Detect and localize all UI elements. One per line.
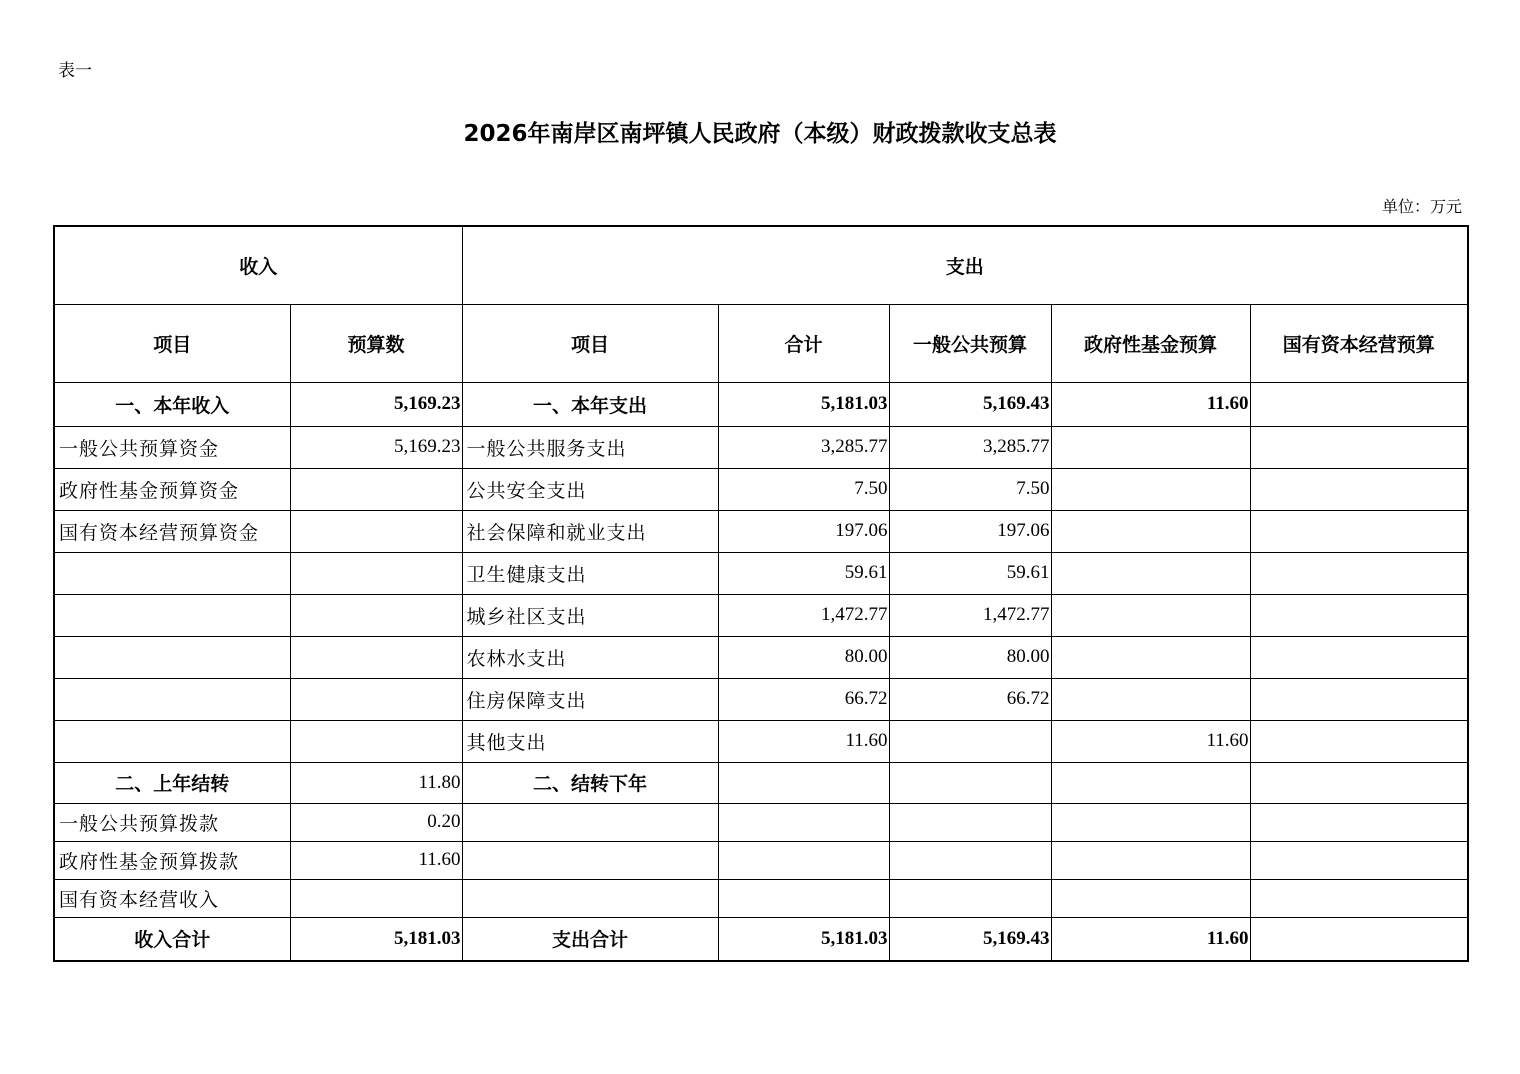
current-income-value: 5,169.23	[290, 382, 462, 426]
expense-general: 59.61	[889, 552, 1051, 594]
empty-cell	[718, 803, 889, 841]
unit-label: 单位：万元	[1381, 197, 1462, 216]
expense-fund-total: 11.60	[1051, 917, 1250, 961]
expense-general: 66.72	[889, 678, 1051, 720]
expense-general: 1,472.77	[889, 594, 1051, 636]
column-header-row	[54, 304, 1468, 382]
expense-item: 公共安全支出	[462, 468, 718, 510]
table-row	[54, 803, 1468, 841]
income-total-label: 收入合计	[54, 917, 290, 961]
totals-row	[54, 917, 1468, 961]
income-value	[290, 594, 462, 636]
table-row	[54, 720, 1468, 762]
empty-cell	[1051, 879, 1250, 917]
table-row	[54, 552, 1468, 594]
table-row	[54, 678, 1468, 720]
expense-state	[1250, 678, 1468, 720]
expense-general-total: 5,169.43	[889, 917, 1051, 961]
expense-state	[1250, 510, 1468, 552]
expense-fund	[1051, 426, 1250, 468]
expense-total: 7.50	[718, 468, 889, 510]
expense-state	[1250, 720, 1468, 762]
income-item	[54, 678, 290, 720]
income-item: 国有资本经营预算资金	[54, 510, 290, 552]
expense-state	[1250, 636, 1468, 678]
col-income-item: 项目	[54, 304, 290, 382]
expense-item: 社会保障和就业支出	[462, 510, 718, 552]
table-row	[54, 879, 1468, 917]
income-item	[54, 720, 290, 762]
table-row	[54, 841, 1468, 879]
empty-cell	[462, 879, 718, 917]
income-item	[54, 552, 290, 594]
col-expense-item: 项目	[462, 304, 718, 382]
expense-total: 66.72	[718, 678, 889, 720]
income-value	[290, 468, 462, 510]
col-general-budget: 一般公共预算	[889, 304, 1051, 382]
expense-total: 11.60	[718, 720, 889, 762]
current-year-row	[54, 382, 1468, 426]
table-number-note: 表一	[58, 61, 92, 81]
current-expense-label: 一、本年支出	[462, 382, 718, 426]
table-row	[54, 636, 1468, 678]
empty-cell	[889, 803, 1051, 841]
expense-fund	[1051, 678, 1250, 720]
table-row	[54, 510, 1468, 552]
empty-cell	[889, 841, 1051, 879]
expense-fund	[1051, 594, 1250, 636]
expense-total: 197.06	[718, 510, 889, 552]
expense-state-total	[1250, 917, 1468, 961]
expense-general: 197.06	[889, 510, 1051, 552]
expense-total: 1,472.77	[718, 594, 889, 636]
carry-income-value: 11.60	[290, 841, 462, 879]
expense-item: 卫生健康支出	[462, 552, 718, 594]
income-value	[290, 678, 462, 720]
empty-cell	[1051, 762, 1250, 803]
budget-summary-table	[53, 225, 1469, 962]
expense-item: 住房保障支出	[462, 678, 718, 720]
expense-item: 城乡社区支出	[462, 594, 718, 636]
empty-cell	[1051, 841, 1250, 879]
col-state-capital-budget: 国有资本经营预算	[1250, 304, 1468, 382]
income-item	[54, 636, 290, 678]
expense-fund	[1051, 552, 1250, 594]
carry-over-row	[54, 762, 1468, 803]
table-row	[54, 594, 1468, 636]
table-row	[54, 426, 1468, 468]
income-value: 5,169.23	[290, 426, 462, 468]
expense-fund: 11.60	[1051, 720, 1250, 762]
carry-income-item: 政府性基金预算拨款	[54, 841, 290, 879]
expense-state	[1250, 468, 1468, 510]
expense-state	[1250, 426, 1468, 468]
expense-total-label: 支出合计	[462, 917, 718, 961]
empty-cell	[1250, 841, 1468, 879]
empty-cell	[889, 762, 1051, 803]
income-value	[290, 720, 462, 762]
carry-income-value: 11.80	[290, 762, 462, 803]
carry-income-label: 二、上年结转	[54, 762, 290, 803]
empty-cell	[718, 841, 889, 879]
col-income-budget: 预算数	[290, 304, 462, 382]
empty-cell	[718, 879, 889, 917]
expense-total: 3,285.77	[718, 426, 889, 468]
income-item: 一般公共预算资金	[54, 426, 290, 468]
expense-general: 80.00	[889, 636, 1051, 678]
income-item: 政府性基金预算资金	[54, 468, 290, 510]
expense-state	[1250, 594, 1468, 636]
expense-general: 7.50	[889, 468, 1051, 510]
empty-cell	[718, 762, 889, 803]
header-group-row	[54, 226, 1468, 304]
income-value	[290, 510, 462, 552]
expense-item: 农林水支出	[462, 636, 718, 678]
expense-grand-total: 5,181.03	[718, 917, 889, 961]
col-fund-budget: 政府性基金预算	[1051, 304, 1250, 382]
carry-income-item: 国有资本经营收入	[54, 879, 290, 917]
expense-total: 80.00	[718, 636, 889, 678]
expense-total: 59.61	[718, 552, 889, 594]
expense-general: 3,285.77	[889, 426, 1051, 468]
empty-cell	[1250, 879, 1468, 917]
income-item	[54, 594, 290, 636]
current-expense-total: 5,181.03	[718, 382, 889, 426]
income-header: 收入	[54, 226, 462, 304]
expense-item: 其他支出	[462, 720, 718, 762]
expense-item: 一般公共服务支出	[462, 426, 718, 468]
current-expense-fund: 11.60	[1051, 382, 1250, 426]
income-value	[290, 636, 462, 678]
income-total-value: 5,181.03	[290, 917, 462, 961]
current-income-label: 一、本年收入	[54, 382, 290, 426]
col-total: 合计	[718, 304, 889, 382]
carry-expense-label: 二、结转下年	[462, 762, 718, 803]
current-expense-state	[1250, 382, 1468, 426]
income-value	[290, 552, 462, 594]
current-expense-general: 5,169.43	[889, 382, 1051, 426]
expense-general	[889, 720, 1051, 762]
carry-income-item: 一般公共预算拨款	[54, 803, 290, 841]
page-title: 2026年南岸区南坪镇人民政府（本级）财政拨款收支总表	[463, 121, 1057, 147]
empty-cell	[462, 841, 718, 879]
empty-cell	[1250, 762, 1468, 803]
empty-cell	[462, 803, 718, 841]
expense-fund	[1051, 510, 1250, 552]
empty-cell	[1051, 803, 1250, 841]
table-row	[54, 468, 1468, 510]
expense-fund	[1051, 636, 1250, 678]
expense-state	[1250, 552, 1468, 594]
expense-fund	[1051, 468, 1250, 510]
carry-income-value	[290, 879, 462, 917]
expense-header: 支出	[462, 226, 1468, 304]
empty-cell	[1250, 803, 1468, 841]
empty-cell	[889, 879, 1051, 917]
carry-income-value: 0.20	[290, 803, 462, 841]
